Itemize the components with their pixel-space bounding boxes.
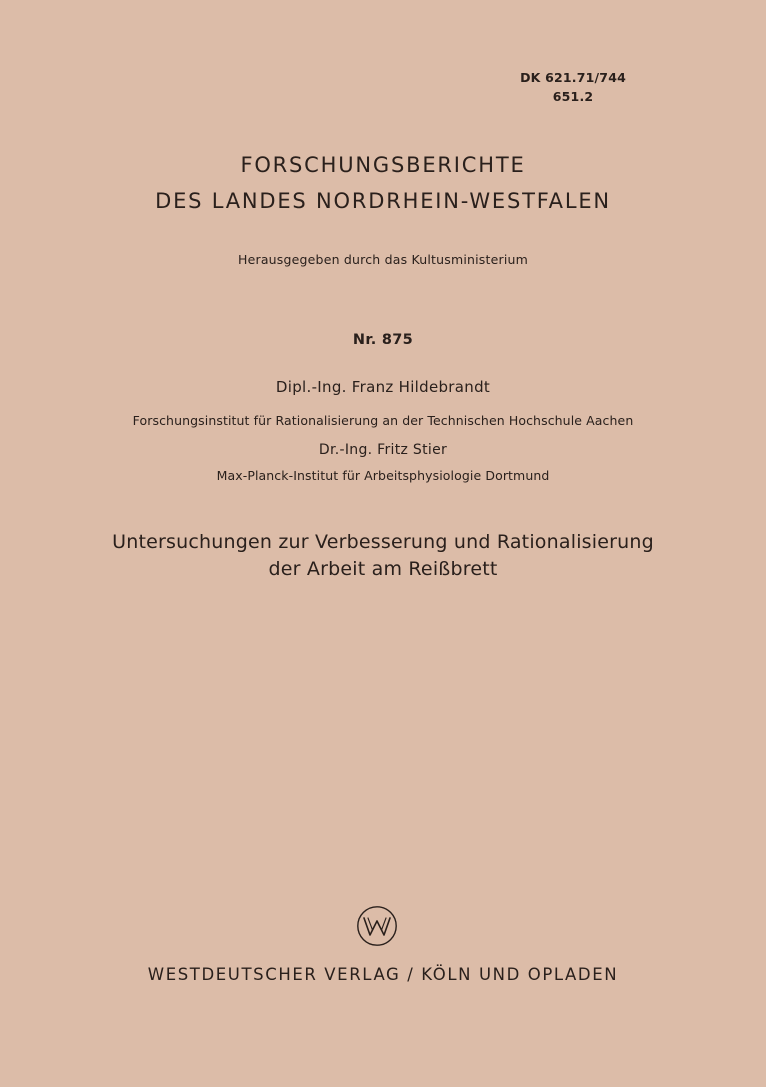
series-editor: Herausgegeben durch das Kultusministerium — [237, 252, 529, 267]
book-title-line-1: Untersuchungen zur Verbesserung und Rationalisierung — [112, 531, 654, 553]
series-title-line-1: FORSCHUNGSBERICHTE — [240, 153, 526, 177]
author-1-affiliation: Forschungsinstitut für Rationalisierung an der Technischen Hochschule Aachen — [132, 413, 634, 428]
classification-code — [520, 68, 626, 106]
author-1-name: Dipl.-Ing. Franz Hildebrandt — [275, 378, 491, 396]
book-title-line-2: der Arbeit am Reißbrett — [268, 558, 498, 580]
classification-line-2: 651.2 — [552, 89, 594, 104]
report-number: Nr. 875 — [352, 332, 414, 348]
publisher-imprint: WESTDEUTSCHER VERLAG / KÖLN UND OPLADEN — [147, 965, 619, 984]
classification-line-1: DK 621.71/744 — [520, 70, 626, 85]
author-2-name: Dr.-Ing. Fritz Stier — [318, 442, 448, 458]
series-title-line-2: DES LANDES NORDRHEIN-WESTFALEN — [155, 189, 611, 213]
westdeutscher-verlag-logo-icon — [356, 905, 398, 947]
author-2-affiliation: Max-Planck-Institut für Arbeitsphysiologie Dortmund — [216, 468, 550, 483]
